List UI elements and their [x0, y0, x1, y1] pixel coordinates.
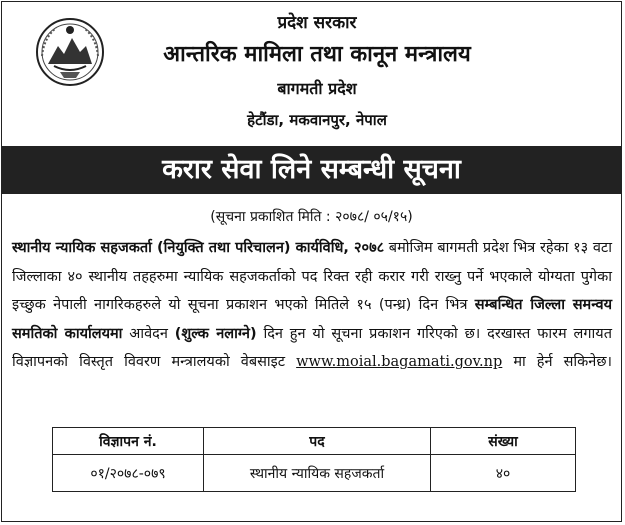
nepal-government-emblem-icon	[34, 16, 106, 88]
notice-header	[2, 2, 623, 145]
body-text-2: आवेदन	[122, 325, 175, 342]
office-address: हेटौंडा, मकवानपुर, नेपाल	[247, 111, 387, 129]
vacancy-table	[52, 427, 576, 492]
table-header-row	[53, 428, 576, 455]
cell-post: स्थानीय न्यायिक सहजकर्ता	[204, 455, 431, 492]
notice-title-banner: करार सेवा लिने सम्बन्धी सूचना	[2, 146, 621, 194]
header-line-1: प्रदेश सरकार	[277, 13, 357, 33]
published-date: (सूचना प्रकाशित मिति : २०७८/ ०५/१५)	[210, 209, 413, 225]
col-header-ad-no: विज्ञापन नं.	[53, 428, 204, 455]
fee-note: (शुल्क नलाग्ने)	[174, 325, 257, 342]
notice-body	[12, 234, 612, 377]
website-link[interactable]: www.moial.bagamati.gov.np	[296, 354, 503, 371]
ministry-title: आन्तरिक मामिला तथा कानून मन्त्रालय	[163, 42, 471, 67]
province-name: बागमती प्रदेश	[277, 79, 357, 98]
body-text-1: बमोजिम बागमती प्रदेश भित्र रहेका १३ वटा जिल्लाका ४० स्थानीय तहहरुमा न्यायिक सहजकर्ताको पद रिक्त रही करार गरी राख्नु पर्ने भएकाले योग्यता पुगेका इच्छुक नेपाली नागरिकहरुले यो सूचना प्रकाशन भएको मितिले १५ (पन्ध्र) दिन भित्र	[12, 240, 612, 314]
table-row	[53, 455, 576, 492]
body-text-4: मा हेर्न सकिनेछ।	[502, 354, 612, 371]
office-highlight: सम्बन्धित जिल्ला समन्वय समतिको कार्यालयमा	[12, 297, 613, 342]
cell-count: ४०	[431, 455, 576, 492]
col-header-count: संख्या	[431, 428, 576, 455]
col-header-post: पद	[204, 428, 431, 455]
cell-ad-no: ०१/२०७८-०७९	[53, 455, 204, 492]
notice-frame	[1, 1, 622, 522]
body-text-3: दिन हुन यो सूचना प्रकाशन गरिएको छ। दरखास्त फारम लगायत विज्ञापनको विस्तृत विवरण मन्त्रालयको वेबसाइट	[12, 325, 612, 371]
procedure-name: स्थानीय न्यायिक सहजकर्ता (नियुक्ति तथा परिचालन) कार्यविधि, २०७८	[12, 240, 385, 256]
